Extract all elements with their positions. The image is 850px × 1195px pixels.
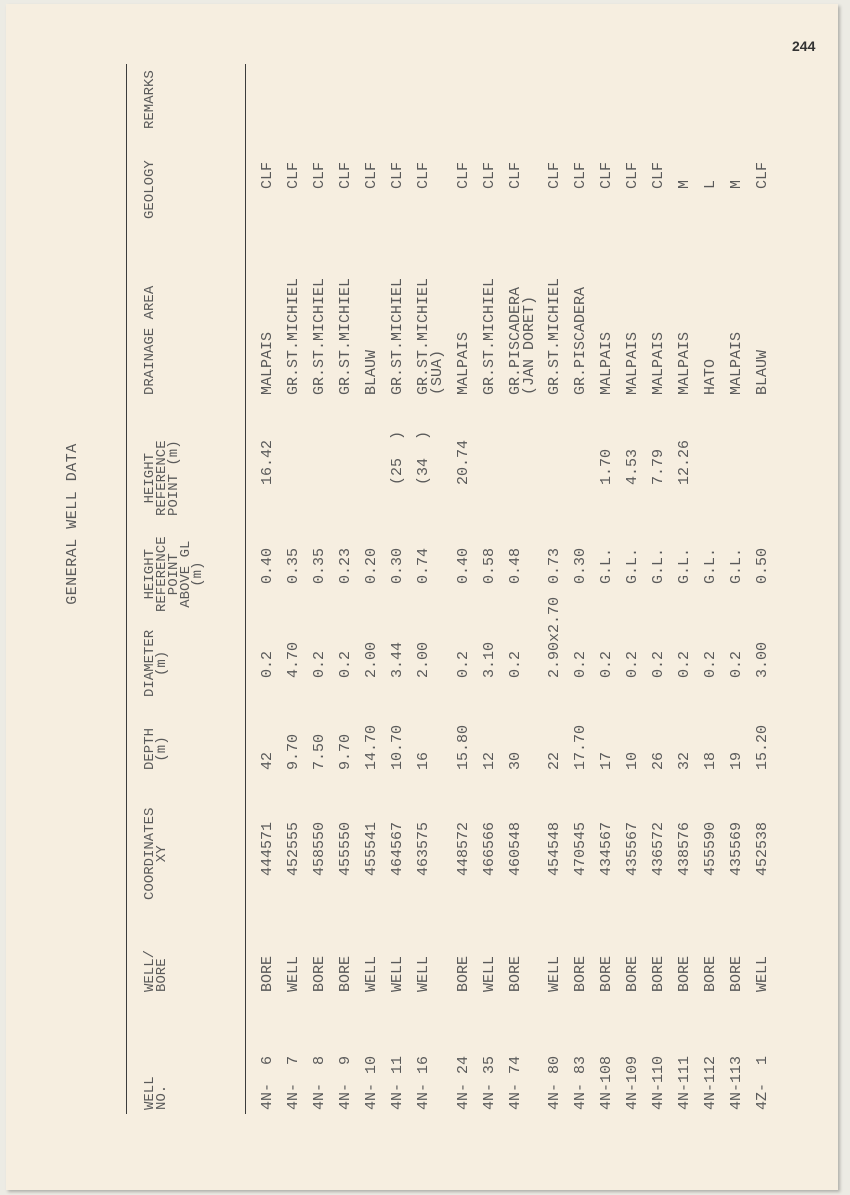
- cell-well: 4N- 35: [481, 1055, 498, 1110]
- cell-diam: 0.2: [259, 650, 276, 678]
- cell-depth: 18: [702, 751, 719, 770]
- cell-diam: 0.2: [507, 650, 524, 678]
- cell-well: 4Z- 1: [754, 1055, 771, 1110]
- cell-geo: M: [676, 179, 693, 189]
- cell-diam: 0.2: [728, 650, 745, 678]
- cell-diam: 0.2: [624, 650, 641, 678]
- cell-diam: 0.2: [650, 650, 667, 678]
- header-geology: GEOLOGY: [142, 160, 158, 219]
- cell-well: 4N-108: [598, 1055, 615, 1110]
- cell-well: 4N- 10: [363, 1055, 380, 1110]
- cell-depth: 32: [676, 751, 693, 770]
- cell-type: WELL: [481, 955, 498, 992]
- cell-hgl: G.L.: [702, 547, 719, 584]
- cell-type: BORE: [455, 955, 472, 992]
- cell-well: 4N- 8: [311, 1055, 328, 1110]
- cell-depth: 10: [624, 751, 641, 770]
- cell-drainage: MALPAIS: [624, 331, 641, 395]
- cell-depth: 26: [650, 751, 667, 770]
- cell-geo: CLF: [624, 161, 641, 189]
- cell-coord: 435567: [624, 821, 641, 876]
- cell-depth: 12: [481, 751, 498, 770]
- cell-well: 4N- 9: [337, 1055, 354, 1110]
- cell-type: BORE: [676, 955, 693, 992]
- cell-coord: 438576: [676, 821, 693, 876]
- cell-diam: 4.70: [285, 641, 302, 678]
- cell-hgl: 0.58: [481, 547, 498, 584]
- cell-diam: 0.2: [311, 650, 328, 678]
- cell-well: 4N-110: [650, 1055, 667, 1110]
- cell-geo: L: [702, 179, 719, 189]
- cell-geo: CLF: [337, 161, 354, 189]
- cell-hgl: 0.20: [363, 547, 380, 584]
- cell-geo: CLF: [311, 161, 328, 189]
- cell-drainage: GR.ST.MICHIEL: [311, 277, 328, 395]
- cell-diam: 3.00: [754, 641, 771, 678]
- cell-depth: 30: [507, 751, 524, 770]
- cell-geo: CLF: [389, 161, 406, 189]
- page-number: 244: [792, 38, 816, 54]
- cell-coord: 444571: [259, 821, 276, 876]
- cell-hgl: G.L.: [676, 547, 693, 584]
- cell-diam: 0.2: [702, 650, 719, 678]
- cell-coord: 466566: [481, 821, 498, 876]
- cell-coord: 460548: [507, 821, 524, 876]
- cell-hgl: G.L.: [728, 547, 745, 584]
- cell-type: WELL: [546, 955, 563, 992]
- cell-geo: CLF: [572, 161, 589, 189]
- header-coordinates: COORDINATES XY: [142, 807, 170, 900]
- cell-coord: 434567: [598, 821, 615, 876]
- cell-coord: 464567: [389, 821, 406, 876]
- cell-depth: 42: [259, 751, 276, 770]
- cell-geo: CLF: [363, 161, 380, 189]
- cell-well: 4N- 11: [389, 1055, 406, 1110]
- cell-depth: 7.50: [311, 733, 328, 770]
- cell-coord: 436572: [650, 821, 667, 876]
- cell-type: WELL: [285, 955, 302, 992]
- cell-hgl: 0.30: [389, 547, 406, 584]
- cell-drainage: MALPAIS: [676, 331, 693, 395]
- cell-depth: 16: [415, 751, 432, 770]
- cell-geo: CLF: [455, 161, 472, 189]
- cell-hgl: 0.30: [572, 547, 589, 584]
- cell-depth: 15.80: [455, 724, 472, 770]
- header-well-bore: WELL/ BORE: [142, 949, 170, 992]
- cell-drainage: MALPAIS: [598, 331, 615, 395]
- cell-diam: 2.90x2.70: [546, 596, 563, 678]
- cell-coord: 463575: [415, 821, 432, 876]
- header-diameter: DIAMETER (m): [142, 629, 170, 697]
- cell-hgl: 0.48: [507, 547, 524, 584]
- table-top-rule: [126, 64, 127, 1114]
- cell-diam: 2.00: [363, 641, 380, 678]
- cell-diam: 0.2: [337, 650, 354, 678]
- cell-coord: 435569: [728, 821, 745, 876]
- cell-drainage: MALPAIS: [455, 331, 472, 395]
- cell-depth: 14.70: [363, 724, 380, 770]
- cell-drainage: MALPAIS: [650, 331, 667, 395]
- cell-geo: CLF: [415, 161, 432, 189]
- cell-drainage: GR.ST.MICHIEL: [337, 277, 354, 395]
- cell-coord: 452538: [754, 821, 771, 876]
- cell-depth: 17: [598, 751, 615, 770]
- cell-geo: CLF: [507, 161, 524, 189]
- cell-well: 4N- 80: [546, 1055, 563, 1110]
- cell-geo: CLF: [598, 161, 615, 189]
- cell-href: 4.53: [624, 448, 641, 485]
- cell-href: 1.70: [598, 448, 615, 485]
- cell-href: (34 ): [415, 430, 432, 485]
- cell-type: BORE: [337, 955, 354, 992]
- cell-drainage: GR.PISCADERA: [572, 286, 589, 395]
- cell-hgl: G.L.: [624, 547, 641, 584]
- cell-drainage: MALPAIS: [728, 331, 745, 395]
- cell-drainage: HATO: [702, 358, 719, 395]
- cell-type: BORE: [598, 955, 615, 992]
- cell-diam: 0.2: [572, 650, 589, 678]
- header-height-reference: HEIGHT REFERENCE POINT (m): [142, 440, 182, 516]
- cell-geo: M: [728, 179, 745, 189]
- cell-drainage: BLAUW: [363, 349, 380, 395]
- header-remarks: REMARKS: [142, 70, 158, 129]
- cell-hgl: 0.35: [311, 547, 328, 584]
- cell-diam: 0.2: [598, 650, 615, 678]
- cell-hgl: 0.23: [337, 547, 354, 584]
- cell-coord: 458550: [311, 821, 328, 876]
- cell-diam: 3.10: [481, 641, 498, 678]
- cell-drainage: MALPAIS: [259, 331, 276, 395]
- cell-drainage: GR.ST.MICHIEL: [389, 277, 406, 395]
- rotated-table: [64, 54, 784, 1114]
- cell-coord: 455590: [702, 821, 719, 876]
- cell-type: BORE: [650, 955, 667, 992]
- cell-well: 4N- 83: [572, 1055, 589, 1110]
- cell-coord: 470545: [572, 821, 589, 876]
- cell-type: WELL: [754, 955, 771, 992]
- cell-type: BORE: [259, 955, 276, 992]
- cell-well: 4N-112: [702, 1055, 719, 1110]
- cell-href: 7.79: [650, 448, 667, 485]
- cell-geo: CLF: [754, 161, 771, 189]
- cell-diam: 0.2: [676, 650, 693, 678]
- cell-well: 4N- 74: [507, 1055, 524, 1110]
- cell-type: WELL: [389, 955, 406, 992]
- cell-geo: CLF: [285, 161, 302, 189]
- cell-well: 4N- 7: [285, 1055, 302, 1110]
- cell-geo: CLF: [481, 161, 498, 189]
- cell-drainage: GR.ST.MICHIEL: [546, 277, 563, 395]
- header-bottom-rule: [245, 64, 246, 1114]
- cell-hgl: 0.73: [546, 547, 563, 584]
- cell-diam: 2.00: [415, 641, 432, 678]
- cell-well: 4N- 16: [415, 1055, 432, 1110]
- cell-href: 20.74: [455, 439, 472, 485]
- cell-coord: 455541: [363, 821, 380, 876]
- cell-well: 4N-109: [624, 1055, 641, 1110]
- header-depth: DEPTH (m): [142, 727, 170, 770]
- table-title: GENERAL WELL DATA: [64, 443, 81, 605]
- cell-diam: 0.2: [455, 650, 472, 678]
- cell-coord: 454548: [546, 821, 563, 876]
- cell-drainage: GR.ST.MICHIEL (SUA): [415, 277, 446, 395]
- cell-hgl: 0.35: [285, 547, 302, 584]
- cell-type: BORE: [507, 955, 524, 992]
- cell-type: BORE: [624, 955, 641, 992]
- cell-geo: CLF: [259, 161, 276, 189]
- cell-depth: 9.70: [285, 733, 302, 770]
- cell-type: WELL: [363, 955, 380, 992]
- cell-type: WELL: [415, 955, 432, 992]
- cell-drainage: GR.PISCADERA (JAN DORET): [507, 286, 538, 395]
- cell-hgl: 0.50: [754, 547, 771, 584]
- cell-coord: 452555: [285, 821, 302, 876]
- header-height-above-gl: HEIGHT REFERENCE POINT ABOVE GL (m): [142, 536, 206, 612]
- cell-href: 16.42: [259, 439, 276, 485]
- cell-coord: 448572: [455, 821, 472, 876]
- cell-hgl: G.L.: [650, 547, 667, 584]
- cell-href: 12.26: [676, 439, 693, 485]
- cell-depth: 15.20: [754, 724, 771, 770]
- cell-depth: 10.70: [389, 724, 406, 770]
- cell-geo: CLF: [650, 161, 667, 189]
- cell-well: 4N- 6: [259, 1055, 276, 1110]
- cell-hgl: 0.74: [415, 547, 432, 584]
- cell-coord: 455550: [337, 821, 354, 876]
- cell-geo: CLF: [546, 161, 563, 189]
- cell-well: 4N-111: [676, 1055, 693, 1110]
- cell-diam: 3.44: [389, 641, 406, 678]
- cell-depth: 17.70: [572, 724, 589, 770]
- cell-well: 4N- 24: [455, 1055, 472, 1110]
- cell-depth: 19: [728, 751, 745, 770]
- cell-drainage: GR.ST.MICHIEL: [285, 277, 302, 395]
- cell-href: (25 ): [389, 430, 406, 485]
- cell-type: BORE: [311, 955, 328, 992]
- header-drainage-area: DRAINAGE AREA: [142, 285, 158, 395]
- cell-hgl: 0.40: [259, 547, 276, 584]
- cell-hgl: G.L.: [598, 547, 615, 584]
- cell-hgl: 0.40: [455, 547, 472, 584]
- cell-drainage: BLAUW: [754, 349, 771, 395]
- cell-well: 4N-113: [728, 1055, 745, 1110]
- cell-drainage: GR.ST.MICHIEL: [481, 277, 498, 395]
- cell-type: BORE: [702, 955, 719, 992]
- header-well-no: WELL NO.: [142, 1076, 170, 1110]
- cell-depth: 9.70: [337, 733, 354, 770]
- cell-type: BORE: [728, 955, 745, 992]
- cell-type: BORE: [572, 955, 589, 992]
- cell-depth: 22: [546, 751, 563, 770]
